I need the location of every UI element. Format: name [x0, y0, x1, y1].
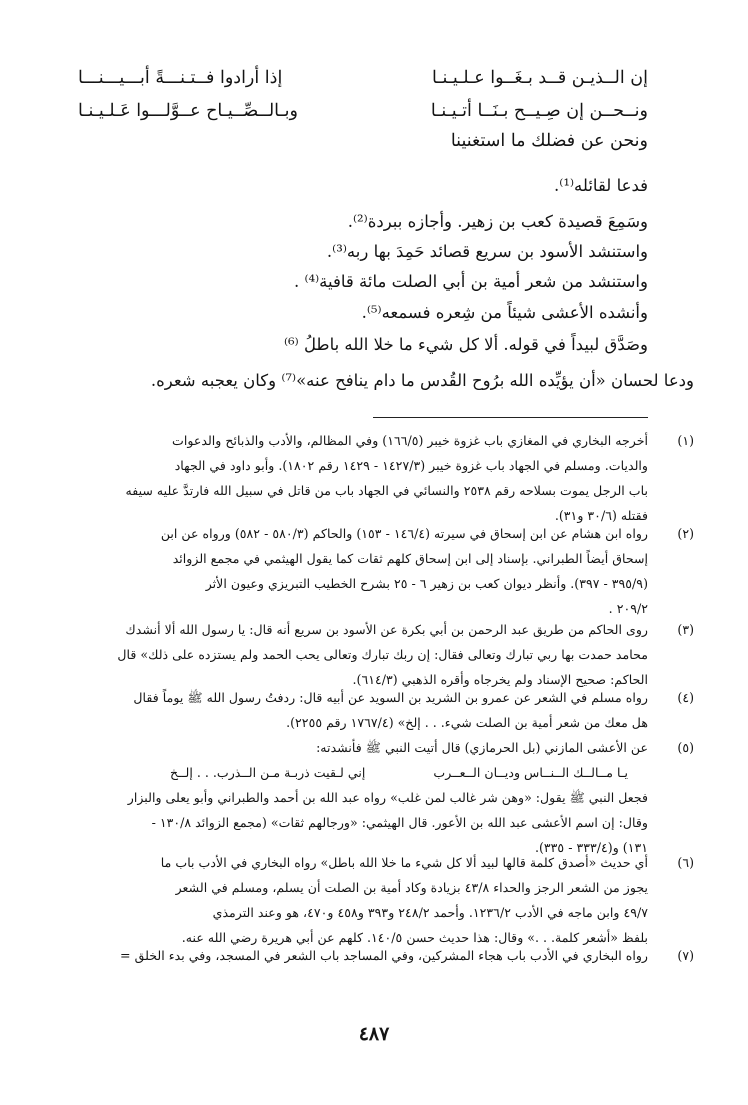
footnote-line: ٤٩/٧ وابن ماجه في الأدب ١٢٣٦/٢. وأحمد ٢٤٨/٢ و٣٩٣ و٤٥٨ و٤٧٠، هو وعند الترمذي: [212, 905, 648, 920]
footnote-line: رواه ابن هشام عن ابن إسحاق في سيرته (١٤٦/٤ - ١٥٣) والحاكم (٥٨٠/٣ - ٥٨٢) ورواه عن ابن: [160, 526, 648, 541]
footnote-line: الحاكم: صحيح الإسناد ولم يخرجاه وأقره الذهبي (٦١٤/٣).: [352, 672, 648, 687]
footnote-line: فجعل النبي ﷺ يقول: «وهن شر غالب لمن غلب» رواه عبد الله بن أحمد والطبراني وأبو يعلى والبزار: [127, 790, 648, 805]
body-line-2: وسَمِعَ قصيدة كعب بن زهير. وأجازه ببردة⁽²⁾.: [347, 212, 648, 231]
body-line-5: وأنشده الأعشى شيئاً من شِعره فسمعه⁽⁵⁾.: [361, 303, 648, 322]
footnote-line: رواه البخاري في الأدب باب هجاء المشركين، وفي المساجد باب الشعر في المسجد، وفي بدء الخلق =: [120, 948, 648, 963]
footnote-line: باب الرجل يموت بسلاحه رقم ٢٥٣٨ والنسائي في الجهاد باب من قاتل في سبيل الله فارتدَّ عليه سيفه: [125, 483, 648, 498]
footnote-verse-second-hemistich: إني لـقيت ذربـة مـن الــذرب. . . إلــخ: [170, 765, 366, 780]
page-number: ٤٨٧: [358, 1023, 390, 1045]
footnote-4: [40, 685, 694, 735]
footnote-line: روى الحاكم من طريق عبد الرحمن بن أبي بكرة عن الأسود بن سريع أنه قال: يا رسول الله ألا أنشدك: [125, 622, 648, 637]
footnote-number: (٤): [677, 690, 694, 705]
footnote-line: فقتله (٣٠/٦ و٣١).: [554, 508, 648, 523]
footnote-number: (٥): [677, 740, 694, 755]
footnote-number: (٢): [677, 526, 694, 541]
body-line-1: فدعا لقائله⁽¹⁾.: [554, 176, 648, 195]
footnote-line: ٢٠٩/٢ .: [608, 601, 648, 616]
verse-2-second-hemistich: وبـالــصِّــيـاح عــوَّلـــوا عَـلـيـنـا: [78, 101, 298, 121]
poem-verse-1: [78, 64, 648, 92]
body-line-6: وصَدَّق لبيداً في قوله. ألا كل شيء ما خلا الله باطلُ ⁽⁶⁾: [283, 335, 648, 354]
footnote-line: رواه مسلم في الشعر عن عمرو بن الشريد بن السويد عن أبيه قال: ردفتُ رسول الله ﷺ يوماً فقال: [133, 690, 648, 705]
footnote-line: هل معك من شعر أمية بن الصلت شيء. . . إلخ» (١٧٦٧/٤ رقم ٢٢٥٥).: [286, 715, 648, 730]
footnote-line: أخرجه البخاري في المغازي باب غزوة خيبر (١٦٦/٥) وفي المظالم، والأدب والذبائح والدعوات: [171, 433, 648, 448]
footnote-line: ١٣١) و(٣٣٣/٤ - ٣٣٥).: [534, 840, 648, 855]
footnote-5: [40, 735, 694, 860]
footnote-2: [40, 521, 694, 621]
footnote-line: وقال: إن اسم الأعشى عبد الله بن الأعور. قال الهيثمي: «ورجالهم ثقات» (مجمع الزوائد ١٣٠/٨ -: [151, 815, 648, 830]
footnote-line: محامد حمدت بها ربي تبارك وتعالى فقال: إن ربك تبارك وتعالى يحب الحمد ولم يستزده على ذلك» قال: [117, 647, 648, 662]
verse-1-second-hemistich: إذا أرادوا فــتـنـــةً أبـــيـــنـــا: [78, 68, 283, 88]
body-line-3: واستنشد الأسود بن سريع قصائد حَمِدَ بها ربه⁽³⁾.: [326, 242, 648, 261]
footnote-line: إسحاق أيضاً الطبراني. بإسناد إلى ابن إسحاق كلهم ثقات كما يقول الهيثمي في مجمع الزوائد: [172, 551, 648, 566]
body-line-7: ودعا لحسان «أن يؤيِّده الله برُوح القُدس ما دام ينافح عنه»⁽⁷⁾ وكان يعجبه شعره.: [150, 371, 694, 390]
footnote-verse: [40, 760, 628, 785]
poem-verse-2: [78, 97, 648, 125]
verse-1-first-hemistich: إن الــذيـن قــد بـغَــوا عـلـيـنـا: [432, 68, 648, 88]
footnote-1: [40, 428, 694, 528]
footnote-number: (١): [677, 433, 694, 448]
poem-verse-3: [78, 127, 648, 155]
footnote-line: عن الأعشى المازني (بل الحرمازي) قال أتيت النبي ﷺ فأنشدته:: [316, 740, 648, 755]
footnote-7: [40, 943, 694, 968]
footnote-3: [40, 617, 694, 692]
footnote-line: بلفظ «أشعر كلمة. . .» وقال: هذا حديث حسن ١٤٠/٥. كلهم عن أبي هريرة رضي الله عنه.: [181, 930, 648, 945]
footnote-number: (٣): [677, 622, 694, 637]
footnote-line: (٣٩٥/٩ - ٣٩٧). وأنظر ديوان كعب بن زهير ٦ - ٢٥ بشرح الخطيب التبريزي وعيون الأثر: [205, 576, 648, 591]
footnote-line: أي حديث «أصدق كلمة قالها لبيد ألا كل شيء ما خلا الله باطل» رواه البخاري في الأدب باب ما: [160, 855, 648, 870]
footnote-6: [40, 850, 694, 950]
footnote-line: والديات. ومسلم في الجهاد باب غزوة خيبر (١٤٢٧/٣ - ١٤٢٩ رقم ١٨٠٢). وأبو داود في الجهاد: [174, 458, 648, 473]
footnote-line: يجوز من الشعر الرجز والحداء ٤٣/٨ بزيادة وكاد أمية بن الصلت أن يسلم، ومسلم في الشعر: [175, 880, 648, 895]
footnote-verse-first-hemistich: يـا مــالــك الــنــاس وديــان الــعــرب: [433, 765, 628, 780]
verse-2-first-hemistich: ونــحــن إن صِـيــح بـنَــا أتـيـنـا: [430, 101, 648, 121]
footnote-number: (٦): [677, 855, 694, 870]
verse-3-hemistich: ونحن عن فضلك ما استغنينا: [450, 131, 648, 151]
body-line-4: واستنشد من شعر أمية بن أبي الصلت مائة قافية⁽⁴⁾ .: [293, 272, 648, 291]
footnote-number: (٧): [677, 948, 694, 963]
footnote-separator: [373, 417, 648, 418]
